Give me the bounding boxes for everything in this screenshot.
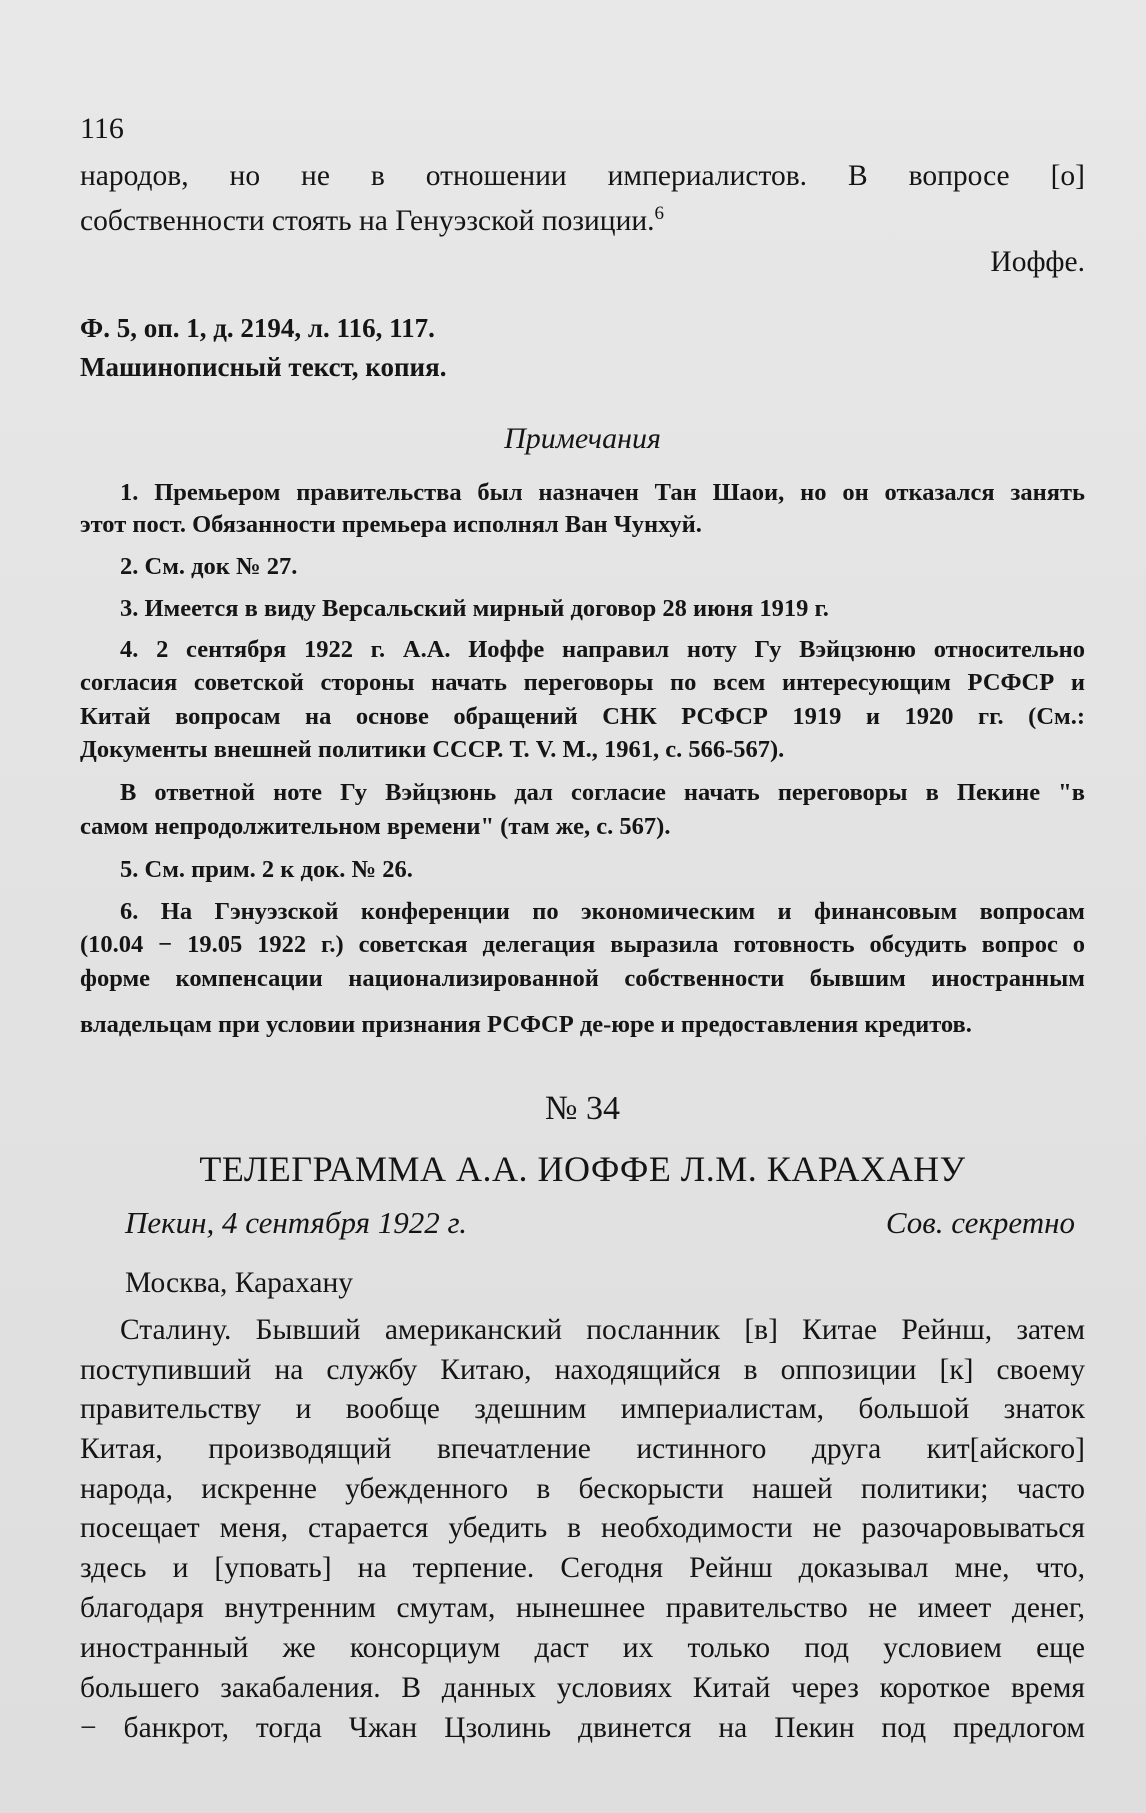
note-1-line-1: 1. Премьером правительства был назначен Тан Шаои, но он отказался занять xyxy=(120,479,1085,506)
address: Москва, Карахану xyxy=(125,1267,354,1299)
body-line-3: правительству и вообще здешним империалистам, большой знаток xyxy=(80,1393,1085,1425)
note-4b-line-1: В ответной ноте Гу Вэйцзюнь дал согласие начать переговоры в Пекине "в xyxy=(120,779,1085,806)
body-line-7: здесь и [уповать] на терпение. Сегодня Рейнш доказывал мне, что, xyxy=(80,1552,1085,1584)
document-title: ТЕЛЕГРАММА А.А. ИОФФЕ Л.М. КАРАХАНУ xyxy=(199,1149,966,1189)
signature: Иоффе. xyxy=(990,246,1085,278)
note-6-line-2: (10.04 − 19.05 1922 г.) советская делегация выразила готовность обсудить вопрос о xyxy=(80,931,1085,958)
archive-reference: Ф. 5, оп. 1, д. 2194, л. 116, 117. xyxy=(80,313,435,343)
body-line-6: посещает меня, старается убедить в необходимости не разочаровываться xyxy=(80,1512,1085,1544)
body-line-10: большего закабаления. В данных условиях Китай через короткое время xyxy=(80,1672,1085,1704)
footnote-ref: 6 xyxy=(654,203,665,224)
note-4-line-3: Китай вопросам на основе обращений СНК РСФСР 1919 и 1920 гг. (См.: xyxy=(80,703,1085,730)
body-line-5: народа, искренне убежденного в бескорысти нашей политики; часто xyxy=(80,1473,1085,1505)
note-6-line-3: форме компенсации национализированной собственности бывшим иностранным xyxy=(80,965,1085,992)
body-line-11: − банкрот, тогда Чжан Цзолинь двинется на Пекин под предлогом xyxy=(80,1712,1085,1744)
body-line-1: Сталину. Бывший американский посланник [в] Китае Рейнш, затем xyxy=(120,1314,1085,1346)
document-number: № 34 xyxy=(545,1090,620,1127)
note-2: 2. См. док № 27. xyxy=(120,553,298,580)
note-5: 5. См. прим. 2 к док. № 26. xyxy=(120,856,413,883)
continuation-text: собственности стоять на Генуэзской позиции. xyxy=(80,204,655,237)
notes-heading: Примечания xyxy=(504,422,661,455)
continuation-line-1: народов, но не в отношении империалистов. В вопросе [о] xyxy=(80,160,1085,192)
note-6-line-1: 6. На Гэнуэзской конференции по экономическим и финансовым вопросам xyxy=(120,898,1085,925)
note-4b-line-2: самом непродолжительном времени" (там же, с. 567). xyxy=(80,813,671,840)
classification: Сов. секретно xyxy=(885,1205,1075,1240)
body-line-9: иностранный же консорциум даст их только под условием еще xyxy=(80,1632,1085,1664)
note-4-line-2: согласия советской стороны начать переговоры по всем интересующим РСФСР и xyxy=(80,669,1085,696)
page-number: 116 xyxy=(80,112,124,145)
body-line-4: Китая, производящий впечатление истинного друга кит[айского] xyxy=(80,1433,1085,1465)
note-4-line-4: Документы внешней политики СССР. Т. V. М., 1961, с. 566-567). xyxy=(80,736,785,763)
note-4-line-1: 4. 2 сентября 1922 г. А.А. Иоффе направил ноту Гу Вэйцзюню относительно xyxy=(120,636,1085,663)
note-1-line-2: этот пост. Обязанности премьера исполнял Ван Чунхуй. xyxy=(80,511,702,538)
note-6-line-4: владельцам при условии признания РСФСР де-юре и предоставления кредитов. xyxy=(80,1011,972,1038)
body-line-2: поступивший на службу Китаю, находящийся в оппозиции [к] своему xyxy=(80,1354,1085,1386)
note-3: 3. Имеется в виду Версальский мирный договор 28 июня 1919 г. xyxy=(120,595,829,622)
copy-type: Машинописный текст, копия. xyxy=(80,352,447,382)
place-date: Пекин, 4 сентября 1922 г. xyxy=(125,1205,467,1240)
body-line-8: благодаря внутренним смутам, нынешнее правительство не имеет денег, xyxy=(80,1592,1085,1624)
continuation-line-2 xyxy=(80,196,1085,239)
